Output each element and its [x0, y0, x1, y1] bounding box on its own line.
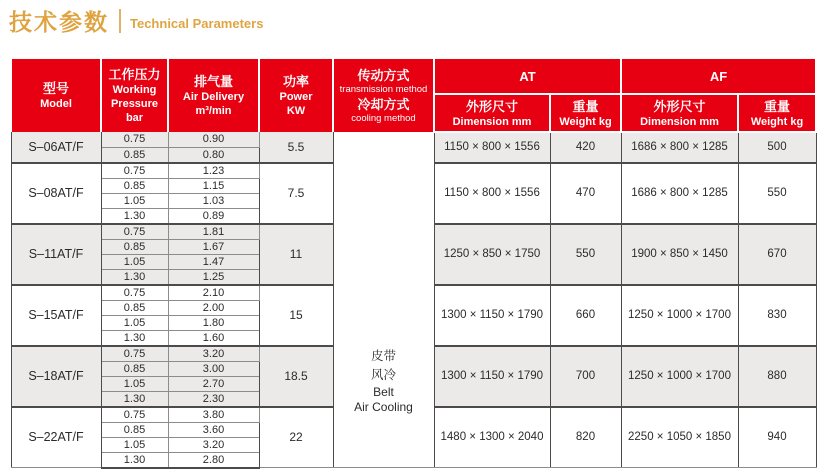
pressure-value-cell: 0.85: [101, 178, 168, 193]
pressure-value-cell: 1.30: [101, 330, 168, 346]
pressure-value-cell: 1.30: [101, 269, 168, 285]
model-cell: S–06AT/F: [11, 132, 101, 163]
technical-parameters-table: [10, 57, 817, 469]
header-row-top: [11, 58, 816, 94]
af-dimension-cell: 1250 × 1000 × 1700: [621, 346, 738, 407]
header-delivery-en: Air Delivery: [182, 91, 245, 103]
delivery-value-cell: 3.20: [168, 346, 259, 362]
model-cell: S–22AT/F: [11, 407, 101, 468]
pressure-value-cell: 1.30: [101, 208, 168, 224]
af-dimension-cell: 2250 × 1050 × 1850: [621, 407, 738, 468]
pressure-value-cell: 0.85: [101, 361, 168, 376]
af-weight-cell: 500: [738, 132, 816, 163]
af-dimension-cell: 1250 × 1000 × 1700: [621, 285, 738, 346]
table-body: [11, 132, 816, 468]
delivery-value-cell: 1.23: [168, 163, 259, 179]
at-weight-cell: 820: [550, 407, 621, 468]
delivery-value-cell: 2.30: [168, 391, 259, 407]
table-row: [11, 132, 816, 147]
delivery-value-cell: 1.67: [168, 239, 259, 254]
power-value-cell: 11: [259, 224, 333, 285]
delivery-value-cell: 2.70: [168, 376, 259, 391]
header-power-unit: KW: [286, 105, 306, 117]
at-dimension-cell: 1300 × 1150 × 1790: [434, 346, 550, 407]
delivery-value-cell: 0.90: [168, 132, 259, 147]
header-pressure-unit: bar: [125, 112, 144, 124]
pressure-value-cell: 0.75: [101, 285, 168, 301]
model-cell: S–18AT/F: [11, 346, 101, 407]
delivery-value-cell: 1.47: [168, 254, 259, 269]
header-cooling-en: cooling method: [351, 112, 416, 124]
header-af-weight-en: Weight kg: [750, 115, 804, 128]
at-weight-cell: 660: [550, 285, 621, 346]
header-power: [259, 58, 333, 132]
pressure-value-cell: 0.85: [101, 300, 168, 315]
power-value-cell: 22: [259, 407, 333, 468]
header-at-dimension-en: Dimension mm: [452, 115, 532, 128]
pressure-value-cell: 0.85: [101, 239, 168, 254]
header-af-weight: [738, 94, 816, 132]
delivery-value-cell: 1.25: [168, 269, 259, 285]
power-value-cell: 15: [259, 285, 333, 346]
model-cell: S–15AT/F: [11, 285, 101, 346]
header-pressure-en2: Pressure: [110, 98, 159, 110]
header-at-dimension: [434, 94, 550, 132]
power-value-cell: 7.5: [259, 163, 333, 224]
header-af-dimension-en: Dimension mm: [640, 115, 719, 128]
transmission-cooling-line: Belt: [373, 385, 394, 399]
header-pressure-en1: Working: [112, 84, 157, 96]
af-weight-cell: 830: [738, 285, 816, 346]
page-title-en: Technical Parameters: [130, 16, 264, 31]
header-delivery-unit: m³/min: [195, 105, 232, 117]
pressure-value-cell: 1.05: [101, 315, 168, 330]
af-weight-cell: 670: [738, 224, 816, 285]
header-af-group: AF: [621, 58, 816, 94]
page-title: [9, 4, 263, 37]
af-weight-cell: 940: [738, 407, 816, 468]
delivery-value-cell: 3.20: [168, 437, 259, 452]
pressure-value-cell: 0.75: [101, 224, 168, 240]
delivery-value-cell: 1.03: [168, 193, 259, 208]
title-divider: [119, 9, 121, 33]
power-value-cell: 5.5: [259, 132, 333, 163]
header-air-delivery: [168, 58, 259, 132]
header-cooling-zh: 冷却方式: [357, 96, 410, 112]
pressure-value-cell: 1.05: [101, 376, 168, 391]
header-at-weight-en: Weight kg: [559, 115, 612, 128]
header-at-dimension-zh: 外形尺寸: [465, 98, 518, 114]
table-header: [11, 58, 816, 132]
pressure-value-cell: 1.05: [101, 254, 168, 269]
at-dimension-cell: 1480 × 1300 × 2040: [434, 407, 550, 468]
header-at-weight: [550, 94, 621, 132]
page-title-zh: 技术参数: [9, 9, 109, 35]
pressure-value-cell: 0.75: [101, 163, 168, 179]
pressure-value-cell: 0.75: [101, 132, 168, 147]
delivery-value-cell: 2.00: [168, 300, 259, 315]
delivery-value-cell: 2.10: [168, 285, 259, 301]
model-cell: S–08AT/F: [11, 163, 101, 224]
delivery-value-cell: 3.80: [168, 407, 259, 423]
header-model-zh: 型号: [42, 81, 69, 96]
transmission-cooling-line: 风冷: [370, 368, 396, 382]
af-weight-cell: 880: [738, 346, 816, 407]
header-power-en: Power: [279, 91, 313, 103]
af-dimension-cell: 1686 × 800 × 1285: [621, 132, 738, 163]
pressure-value-cell: 0.75: [101, 407, 168, 423]
delivery-value-cell: 1.60: [168, 330, 259, 346]
transmission-cooling-line: 皮带: [370, 349, 396, 363]
at-weight-cell: 550: [550, 224, 621, 285]
transmission-cooling-cell: [333, 132, 434, 468]
header-af-dimension-zh: 外形尺寸: [653, 98, 706, 114]
delivery-value-cell: 1.81: [168, 224, 259, 240]
pressure-value-cell: 1.05: [101, 193, 168, 208]
pressure-value-cell: 0.75: [101, 346, 168, 362]
at-dimension-cell: 1300 × 1150 × 1790: [434, 285, 550, 346]
pressure-value-cell: 0.85: [101, 422, 168, 437]
header-at-group: AT: [434, 58, 621, 94]
pressure-value-cell: 0.85: [101, 147, 168, 163]
delivery-value-cell: 1.80: [168, 315, 259, 330]
header-af-weight-zh: 重量: [763, 98, 790, 114]
delivery-value-cell: 3.60: [168, 422, 259, 437]
model-cell: S–11AT/F: [11, 224, 101, 285]
header-model-en: Model: [40, 98, 72, 110]
af-dimension-cell: 1686 × 800 × 1285: [621, 163, 738, 224]
header-working-pressure: [101, 58, 168, 132]
delivery-value-cell: 1.15: [168, 178, 259, 193]
header-transmission-zh: 传动方式: [357, 67, 410, 83]
header-at-weight-zh: 重量: [572, 98, 599, 114]
header-power-zh: 功率: [282, 74, 309, 89]
header-transmission-en: transmission method: [339, 83, 428, 95]
delivery-value-cell: 0.80: [168, 147, 259, 163]
pressure-value-cell: 1.30: [101, 391, 168, 407]
at-dimension-cell: 1250 × 850 × 1750: [434, 224, 550, 285]
at-weight-cell: 470: [550, 163, 621, 224]
header-af-dimension: [621, 94, 738, 132]
at-weight-cell: 700: [550, 346, 621, 407]
at-dimension-cell: 1150 × 800 × 1556: [434, 163, 550, 224]
delivery-value-cell: 3.00: [168, 361, 259, 376]
pressure-value-cell: 1.30: [101, 452, 168, 468]
af-dimension-cell: 1900 × 850 × 1450: [621, 224, 738, 285]
at-weight-cell: 420: [550, 132, 621, 163]
header-model: [11, 58, 101, 132]
transmission-cooling-line: Air Cooling: [354, 400, 413, 414]
af-weight-cell: 550: [738, 163, 816, 224]
at-dimension-cell: 1150 × 800 × 1556: [434, 132, 550, 163]
delivery-value-cell: 2.80: [168, 452, 259, 468]
header-transmission-cooling: [333, 58, 434, 132]
power-value-cell: 18.5: [259, 346, 333, 407]
header-pressure-zh: 工作压力: [108, 67, 161, 82]
pressure-value-cell: 1.05: [101, 437, 168, 452]
delivery-value-cell: 0.89: [168, 208, 259, 224]
header-delivery-zh: 排气量: [193, 74, 233, 89]
